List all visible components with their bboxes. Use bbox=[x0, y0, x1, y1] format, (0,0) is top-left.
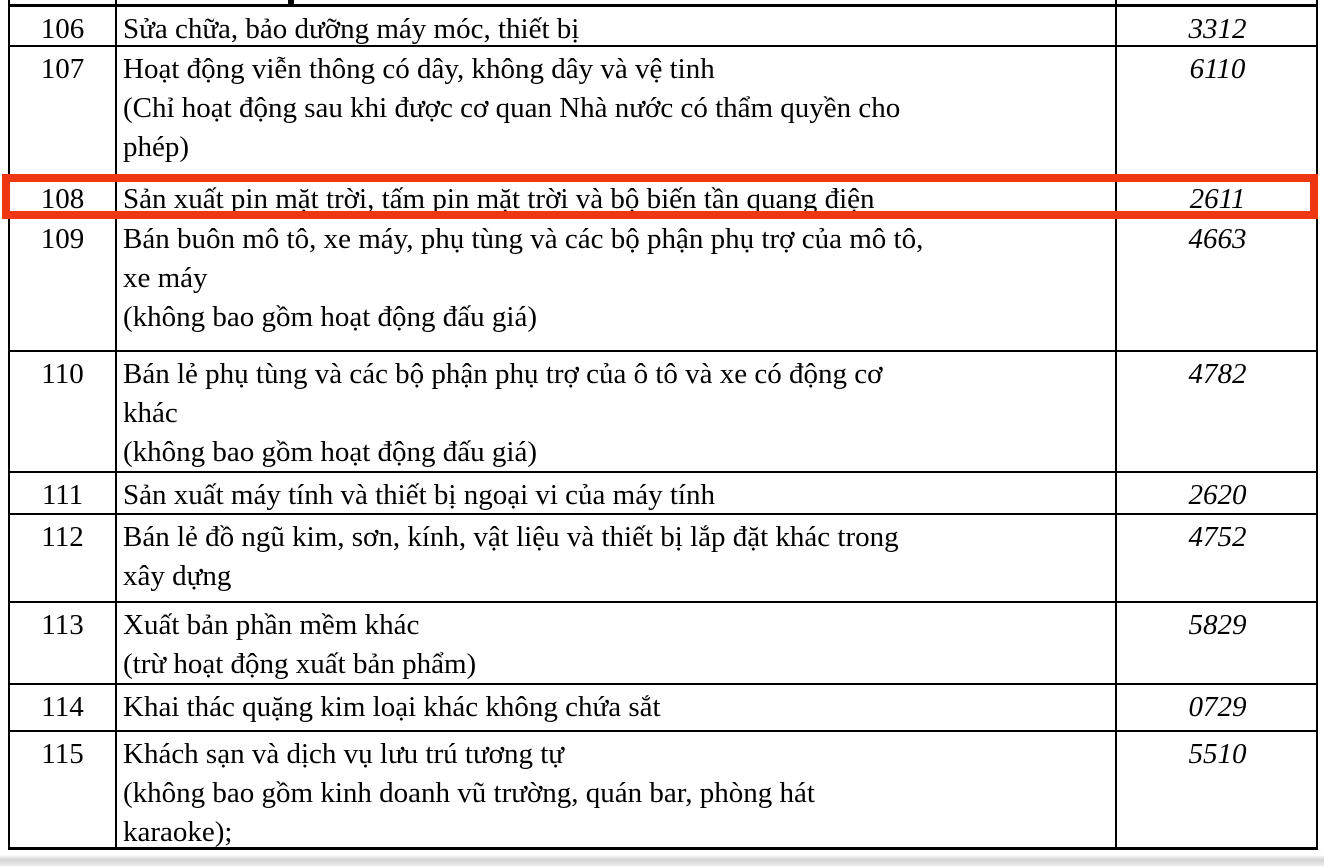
row-number: 107 bbox=[10, 47, 117, 175]
row-code: 5829 bbox=[1188, 609, 1247, 641]
row-code: 4752 bbox=[1188, 521, 1247, 553]
description-line: Khách sạn và dịch vụ lưu trú tương tự bbox=[123, 738, 565, 770]
row-description bbox=[117, 732, 1117, 847]
description-line: Sửa chữa, bảo dưỡng máy móc, thiết bị bbox=[123, 13, 580, 45]
row-description bbox=[117, 217, 1117, 350]
row-number: 110 bbox=[10, 352, 117, 471]
row-number: 111 bbox=[10, 473, 117, 513]
row-code: 6110 bbox=[1189, 53, 1246, 85]
description-line: Xuất bản phần mềm khác bbox=[123, 609, 420, 641]
page-bottom-edge bbox=[0, 850, 1324, 866]
row-number: 109 bbox=[10, 217, 117, 350]
table-row-112 bbox=[10, 515, 1316, 603]
partial-row-top bbox=[10, 0, 1316, 7]
table-row-111 bbox=[10, 473, 1316, 515]
row-code: 0729 bbox=[1188, 691, 1247, 723]
description-line: Hoạt động viễn thông có dây, không dây và vệ tinh bbox=[123, 53, 715, 85]
description-line: xe máy bbox=[123, 262, 208, 294]
row-code bbox=[1117, 0, 1316, 4]
description-line: karaoke); bbox=[123, 816, 233, 847]
row-code: 4663 bbox=[1188, 223, 1247, 255]
table-row-106 bbox=[10, 7, 1316, 47]
description-line: phép) bbox=[123, 131, 190, 163]
row-code: 2620 bbox=[1188, 479, 1247, 511]
row-description bbox=[117, 603, 1117, 683]
row-code: 5510 bbox=[1188, 738, 1247, 770]
row-code: 4782 bbox=[1188, 358, 1247, 390]
description-line: xây dựng bbox=[123, 560, 232, 592]
row-description bbox=[117, 7, 1117, 45]
row-number: 115 bbox=[10, 732, 117, 847]
table-row-115 bbox=[10, 732, 1316, 850]
description-line: Sản xuất pin mặt trời, tấm pin mặt trời và bộ biến tần quang điện bbox=[123, 183, 875, 215]
table-row-108-highlighted bbox=[10, 177, 1316, 217]
row-code: 2611 bbox=[1189, 183, 1246, 215]
row-description bbox=[117, 473, 1117, 513]
row-number: 106 bbox=[10, 7, 117, 45]
row-number: 114 bbox=[10, 685, 117, 730]
table-row-113 bbox=[10, 603, 1316, 685]
description-line: (không bao gồm kinh doanh vũ trường, quán bar, phòng hát bbox=[123, 777, 815, 809]
description-line: Khai thác quặng kim loại khác không chứa sắt bbox=[123, 691, 661, 723]
table-row-107 bbox=[10, 47, 1316, 177]
description-line: (trừ hoạt động xuất bản phẩm) bbox=[123, 648, 477, 680]
description-line: khác bbox=[123, 397, 178, 429]
description-line: Bán lẻ đồ ngũ kim, sơn, kính, vật liệu và thiết bị lắp đặt khác trong bbox=[123, 521, 899, 553]
row-code: 3312 bbox=[1188, 13, 1247, 45]
row-description bbox=[117, 0, 1117, 4]
row-number: 108 bbox=[10, 177, 117, 215]
row-description bbox=[117, 685, 1117, 730]
table-row-114 bbox=[10, 685, 1316, 732]
row-number bbox=[10, 0, 117, 4]
description-line: (Chỉ hoạt động sau khi được cơ quan Nhà nước có thẩm quyền cho bbox=[123, 92, 901, 124]
description-line: (không bao gồm hoạt động đấu giá) bbox=[123, 301, 537, 333]
row-description bbox=[117, 352, 1117, 471]
row-number: 112 bbox=[10, 515, 117, 601]
row-description bbox=[117, 177, 1117, 215]
row-number: 113 bbox=[10, 603, 117, 683]
table-row-109 bbox=[10, 217, 1316, 352]
table-row-110 bbox=[10, 352, 1316, 473]
description-line: (không bao gồm hoạt động đấu giá) bbox=[123, 436, 537, 468]
description-line: Sản xuất máy tính và thiết bị ngoại vi của máy tính bbox=[123, 479, 715, 511]
description-line: Bán lẻ phụ tùng và các bộ phận phụ trợ của ô tô và xe có động cơ bbox=[123, 358, 883, 390]
row-description bbox=[117, 47, 1117, 175]
description-line: Bán buôn mô tô, xe máy, phụ tùng và các bộ phận phụ trợ của mô tô, bbox=[123, 223, 924, 255]
industry-code-table bbox=[8, 0, 1318, 850]
row-description bbox=[117, 515, 1117, 601]
